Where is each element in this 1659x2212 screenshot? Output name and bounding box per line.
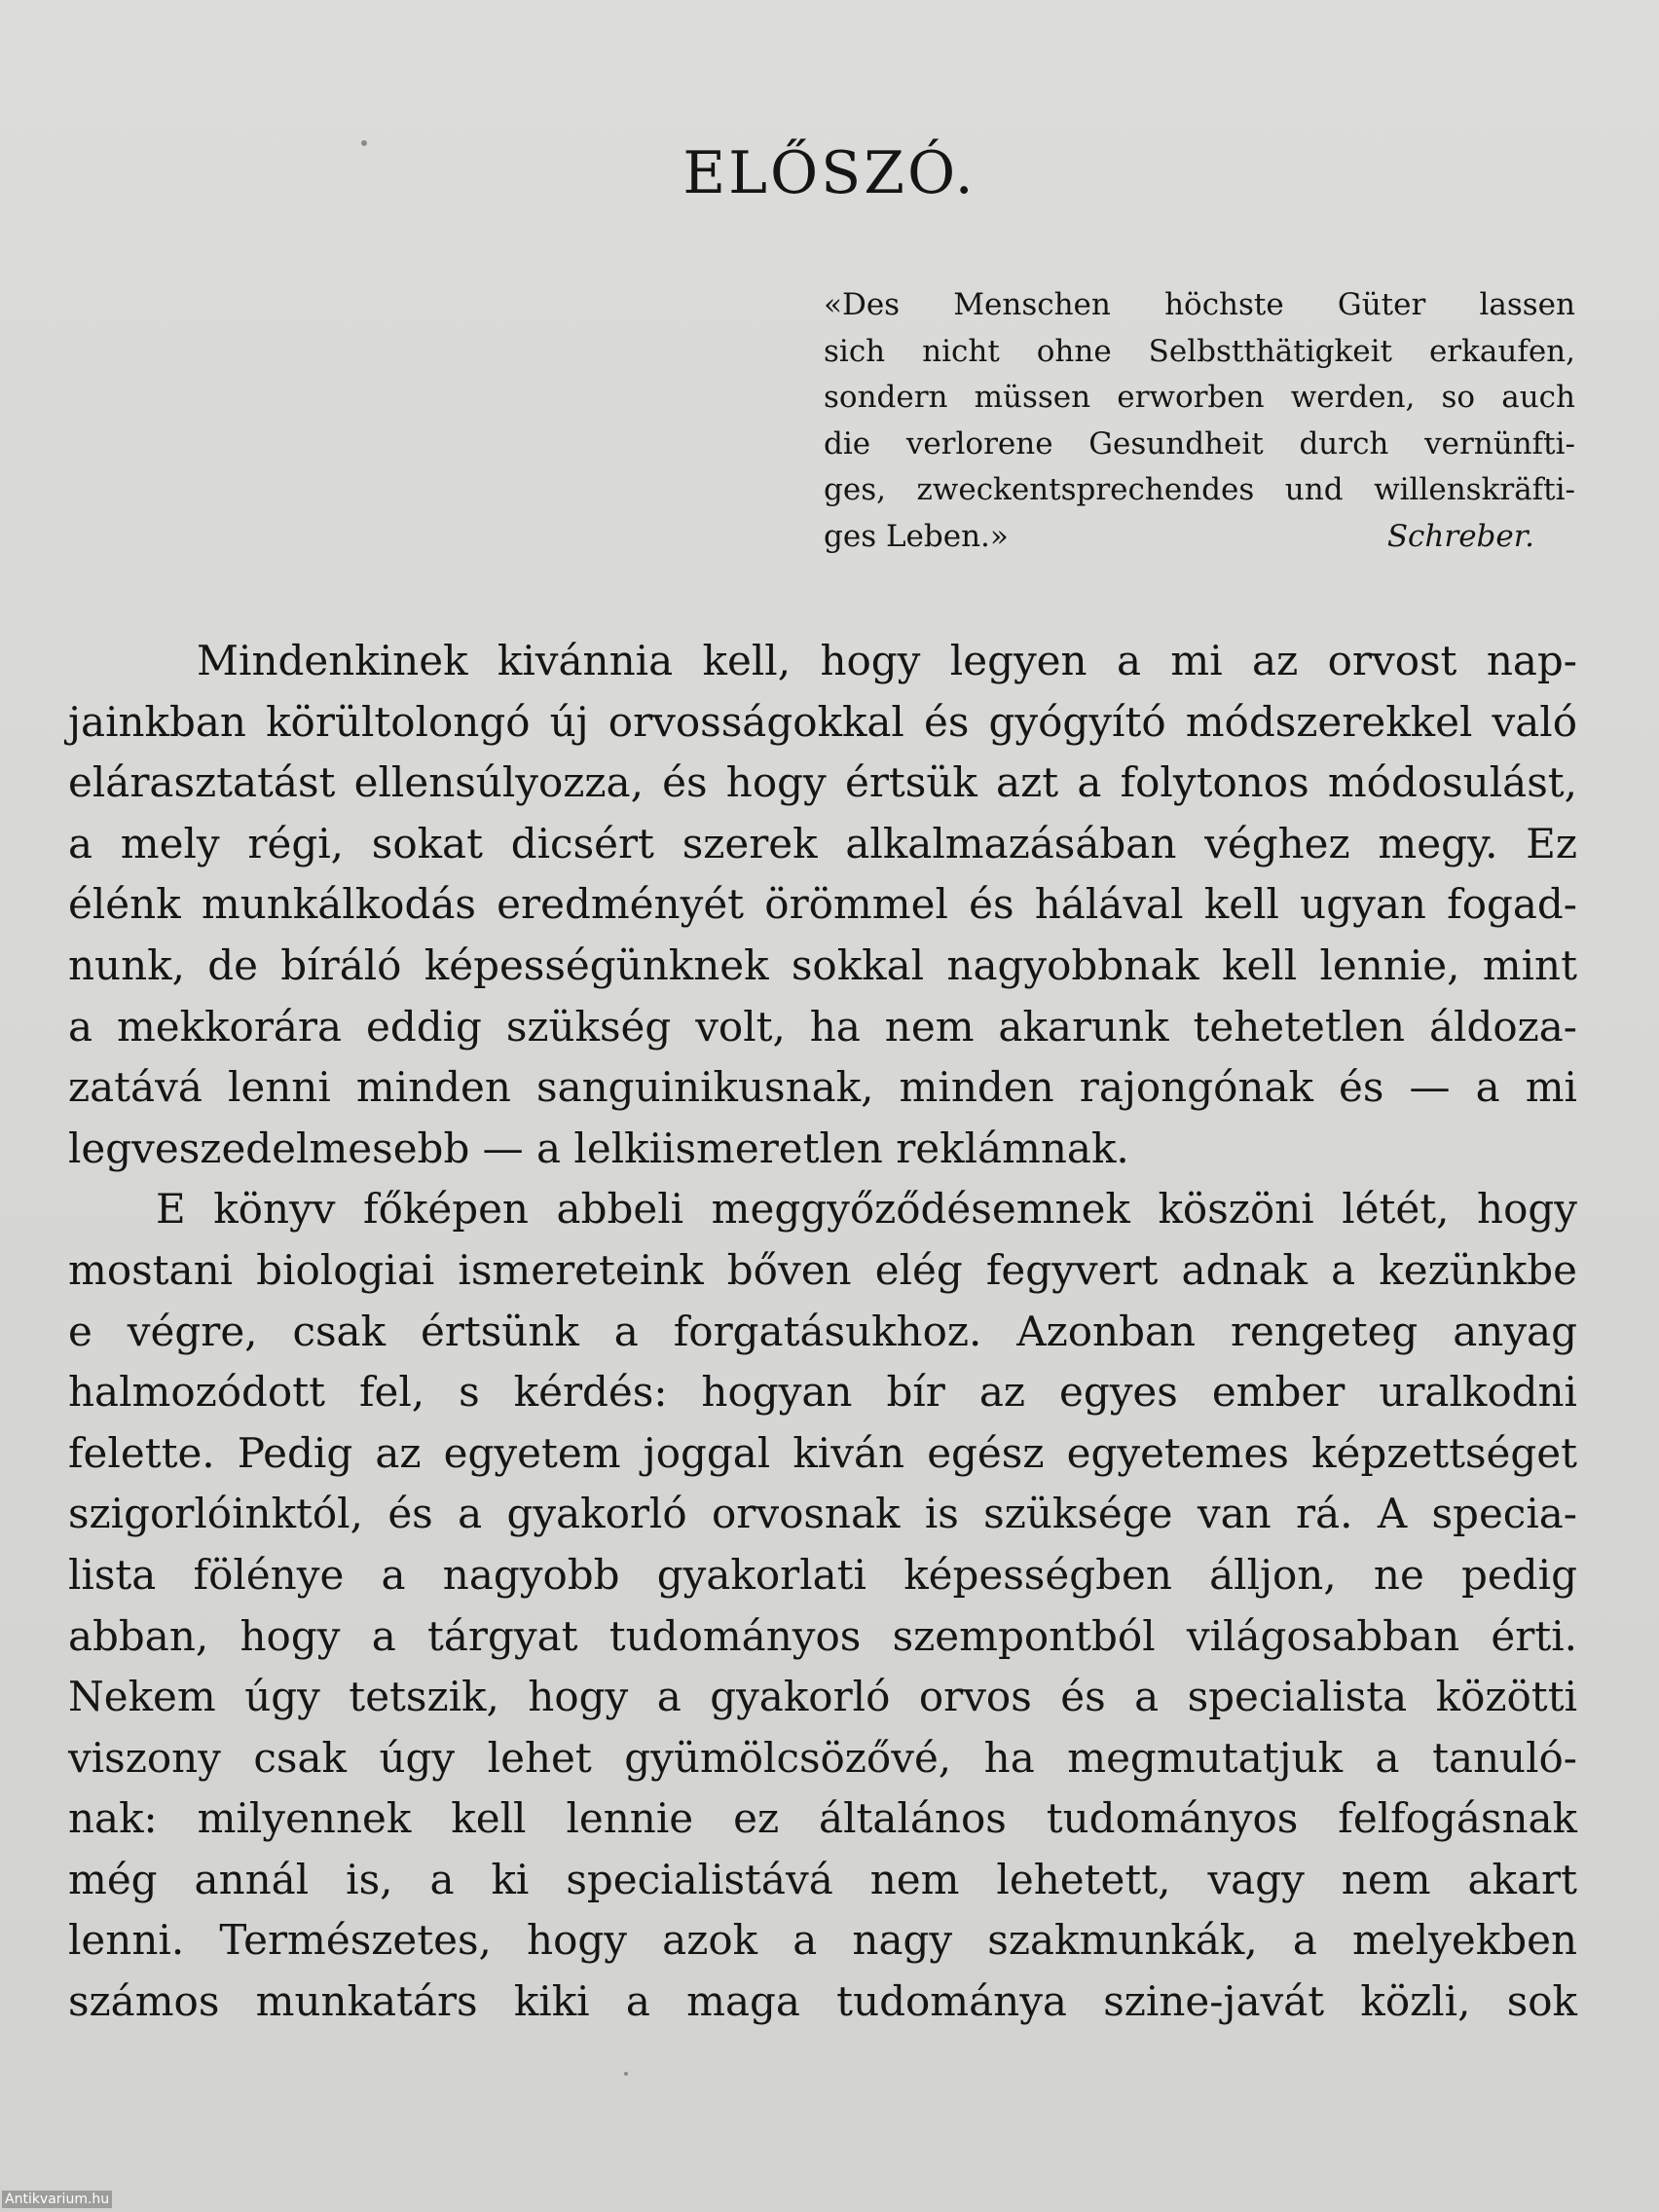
body-line: lista fölénye a nagyobb gyakorlati képességben álljon, ne pedig <box>68 1550 1577 1599</box>
epigraph-line: sondern müssen erworben werden, so auch <box>824 380 1575 415</box>
body-line: a mekkorára eddig szükség volt, ha nem akarunk tehetetlen áldoza- <box>68 1002 1577 1051</box>
body-line: mostani biologiai ismereteink bőven elég fegyvert adnak a kezünkbe <box>68 1245 1577 1294</box>
body-line: még annál is, a ki specialistává nem lehetett, vagy nem akart <box>68 1855 1577 1903</box>
body-line: nunk, de bíráló képességünknek sokkal nagyobbnak kell lennie, mint <box>68 940 1577 989</box>
body-line: jainkban körültolongó új orvosságokkal és gyógyító módszerekkel való <box>68 697 1577 746</box>
body-line: nak: milyennek kell lennie ez általános tudományos felfogásnak <box>68 1794 1577 1843</box>
body-line: legveszedelmesebb — a lelkiismeretlen reklámnak. <box>68 1124 1129 1172</box>
body-line: abban, hogy a tárgyat tudományos szempontból világosabban érti. <box>68 1611 1577 1660</box>
epigraph-last-line <box>824 514 1575 561</box>
body-line: Nekem úgy tetszik, hogy a gyakorló orvos és a specialista közötti <box>68 1673 1577 1721</box>
body-line: halmozódott fel, s kérdés: hogyan bír az egyes ember uralkodni <box>68 1368 1577 1417</box>
epigraph-line: ges Leben.» <box>824 518 1009 554</box>
epigraph-line: sich nicht ohne Selbstthätigkeit erkaufen, <box>824 333 1575 369</box>
page-title: ELŐSZÓ. <box>682 139 977 208</box>
body-line: élénk munkálkodás eredményét örömmel és hálával kell ugyan fogad- <box>68 880 1577 929</box>
body-line: számos munkatárs kiki a maga tudománya szine-javát közli, sok <box>68 1977 1577 2026</box>
body-line: Mindenkinek kivánnia kell, hogy legyen a mi az orvost nap- <box>197 637 1577 684</box>
epigraph <box>824 282 1575 560</box>
epigraph-line: «Des Menschen höchste Güter lassen <box>824 287 1575 322</box>
epigraph-author: Schreber. <box>1386 518 1534 554</box>
body-line: a mely régi, sokat dicsért szerek alkalmazásában véghez megy. Ez <box>68 819 1577 867</box>
body-line: felette. Pedig az egyetem joggal kiván egész egyetemes képzettséget <box>68 1428 1577 1477</box>
body-line: szigorlóinktól, és a gyakorló orvosnak is szüksége van rá. A specia- <box>68 1490 1577 1538</box>
body-text <box>68 631 1577 2033</box>
body-line: e végre, csak értsünk a forgatásukhoz. Azonban rengeteg anyag <box>68 1307 1577 1355</box>
body-line: lenni. Természetes, hogy azok a nagy szakmunkák, a melyekben <box>68 1916 1577 1965</box>
watermark: Antikvarium.hu <box>2 2191 112 2208</box>
body-line: viszony csak úgy lehet gyümölcsözővé, ha megmutatjuk a tanuló- <box>68 1733 1577 1782</box>
body-line: E könyv főképen abbeli meggyőződésemnek köszöni létét, hogy <box>156 1185 1577 1234</box>
epigraph-line: die verlorene Gesundheit durch vernünfti- <box>824 425 1575 461</box>
body-line: zatává lenni minden sanguinikusnak, minden rajongónak és — a mi <box>68 1063 1577 1112</box>
body-line: elárasztatást ellensúlyozza, és hogy értsük azt a folytonos módosulást, <box>68 758 1577 807</box>
epigraph-line: ges, zweckentsprechendes und willenskräfti- <box>824 472 1575 507</box>
print-speck <box>624 2072 628 2076</box>
